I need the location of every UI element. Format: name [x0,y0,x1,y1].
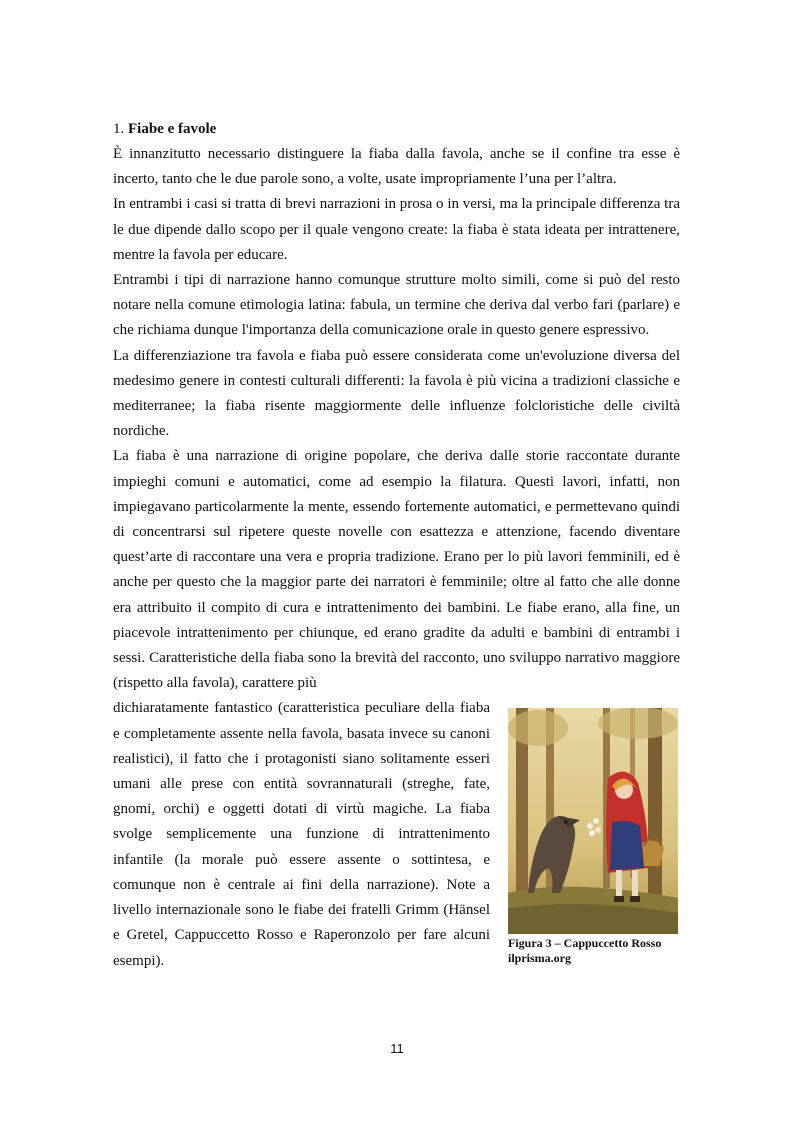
paragraph-2: In entrambi i casi si tratta di brevi narrazioni in prosa o in versi, ma la principale differenza tra le due dipende dallo scopo per il quale vengono create: la fiaba è stata ideata per intrattenere, mentre la favola per educare. [113,196,680,263]
figure-caption-source: ilprisma.org [508,951,571,966]
figure-red-riding-hood [508,708,680,966]
section-title: Fiabe e favole [128,121,217,137]
paragraph-1: È innanzitutto necessario distinguere la fiaba dalla favola, anche se il confine tra esse è incerto, tanto che le due parole sono, a volte, usate impropriamente l’una per l’altra. [113,146,680,188]
paragraph-4: La differenziazione tra favola e fiaba può essere considerata come un'evoluzione diversa del medesimo genere in contesti culturali differenti: la favola è più vicina a tradizioni classiche e mediterranee; la fiaba risente maggiormente delle influenze folcloristiche delle civiltà nordiche. [113,347,680,440]
section-number: 1. [113,121,125,137]
paragraph-5-start: La fiaba è una narrazione di origine popolare, che deriva dalle storie raccontate durante impieghi comuni e automatici, come ad esempio la filatura. Questi lavori, infatti, non impiegavano particolarmente la mente, essendo fortemente automatici, e permettevano quindi di concentrarsi sul ripetere queste novelle con esattezza e attenzione, facendo diventare quest’arte di raccontare una vera e propria tradizione. Erano per lo più lavori femminili, ed è anche per questo che la maggior parte dei narratori è femminile; oltre al fatto che alle donne era attribuito il compito di cura e intrattenimento dei bambini. Le fiabe erano, alla fine, un piacevole intrattenimento per chiunque, ed erano gradite da adulti e bambini di entrambi i sessi. Caratteristiche della fiaba sono la brevità del racconto, uno sviluppo narrativo maggiore (rispetto alla favola), carattere più [113,448,680,692]
section-heading [113,117,680,142]
paragraph-3: Entrambi i tipi di narrazione hanno comunque strutture molto simili, come si può del resto notare nella comune etimologia latina: fabula, un termine che deriva dal verbo fari (parlare) e che richiama dunque l'importanza della comunicazione orale in questo genere espressivo. [113,272,680,339]
red-riding-hood-illustration [508,708,678,934]
paragraph-5-continued: dichiaratamente fantastico (caratteristica peculiare della fiaba e completamente assente nella favola, basata invece su canoni realistici), il fatto che i protagonisti siano solitamente esseri umani alle prese con entità sovrannaturali (streghe, fate, gnomi, orchi) e oggetti dotati di virtù magiche. La fiaba svolge semplicemente una funzione di intrattenimento infantile (la morale può essere assente o sottintesa, e comunque non è centrale ai fini della narrazione). Note a livello internazionale sono le fiabe dei fratelli Grimm (Hänsel e Gretel, Cappuccetto Rosso e Raperonzolo per fare alcuni esempi). [113,700,490,969]
figure-caption-title: Figura 3 – Cappuccetto Rosso [508,936,662,951]
document-page [113,117,680,974]
page-number: 11 [390,1041,404,1056]
